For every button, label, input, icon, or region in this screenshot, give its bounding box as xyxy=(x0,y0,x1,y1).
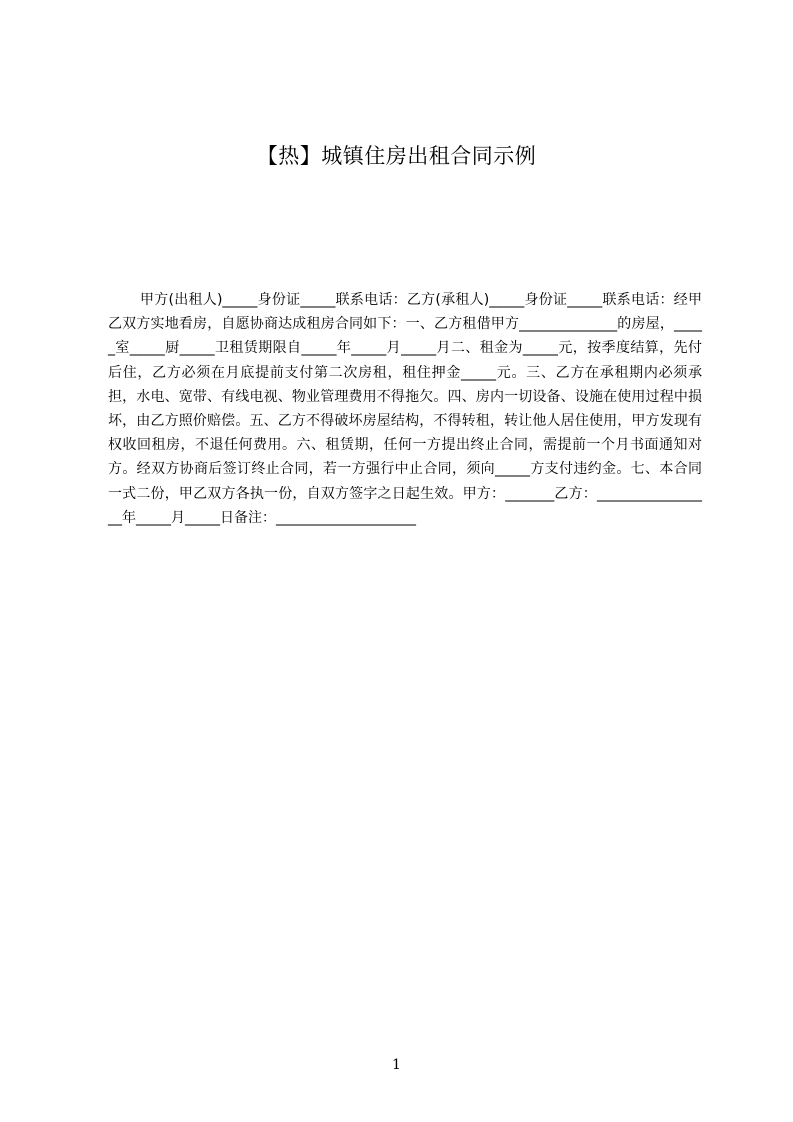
document-title: 【热】城镇住房出租合同示例 xyxy=(256,144,537,168)
contract-body: 甲方(出租人)_____身份证_____联系电话：乙方(承租人)_____身份证_____联系电话：经甲乙双方实地看房，自愿协商达成租房合同如下：一、乙方租借甲方______________的房屋，_____室_____厨_____卫租赁期限自_____年_____月_____月二、租金为_____元，按季度结算，先付后住，乙方必须在月底提前支付第二次房租，租住押金_____元。三、乙方在承租期内必须承担，水电、宽带、有线电视、物业管理费用不得拖欠。四、房内一切设备、设施在使用过程中损坏，由乙方照价赔偿。五、乙方不得破坏房屋结构，不得转租，转让他人居住使用，甲方发现有权收回租房，不退任何费用。六、租赁期，任何一方提出终止合同，需提前一个月书面通知对方。经双方协商后签订终止合同，若一方强行中止合同，须向_____方支付违约金。七、本合同一式二份，甲乙双方各执一份，自双方签字之日起生效。甲方：_______乙方：_________________年_____月_____日备注：____________________ xyxy=(108,292,702,526)
page-number: 1 xyxy=(392,1057,401,1073)
